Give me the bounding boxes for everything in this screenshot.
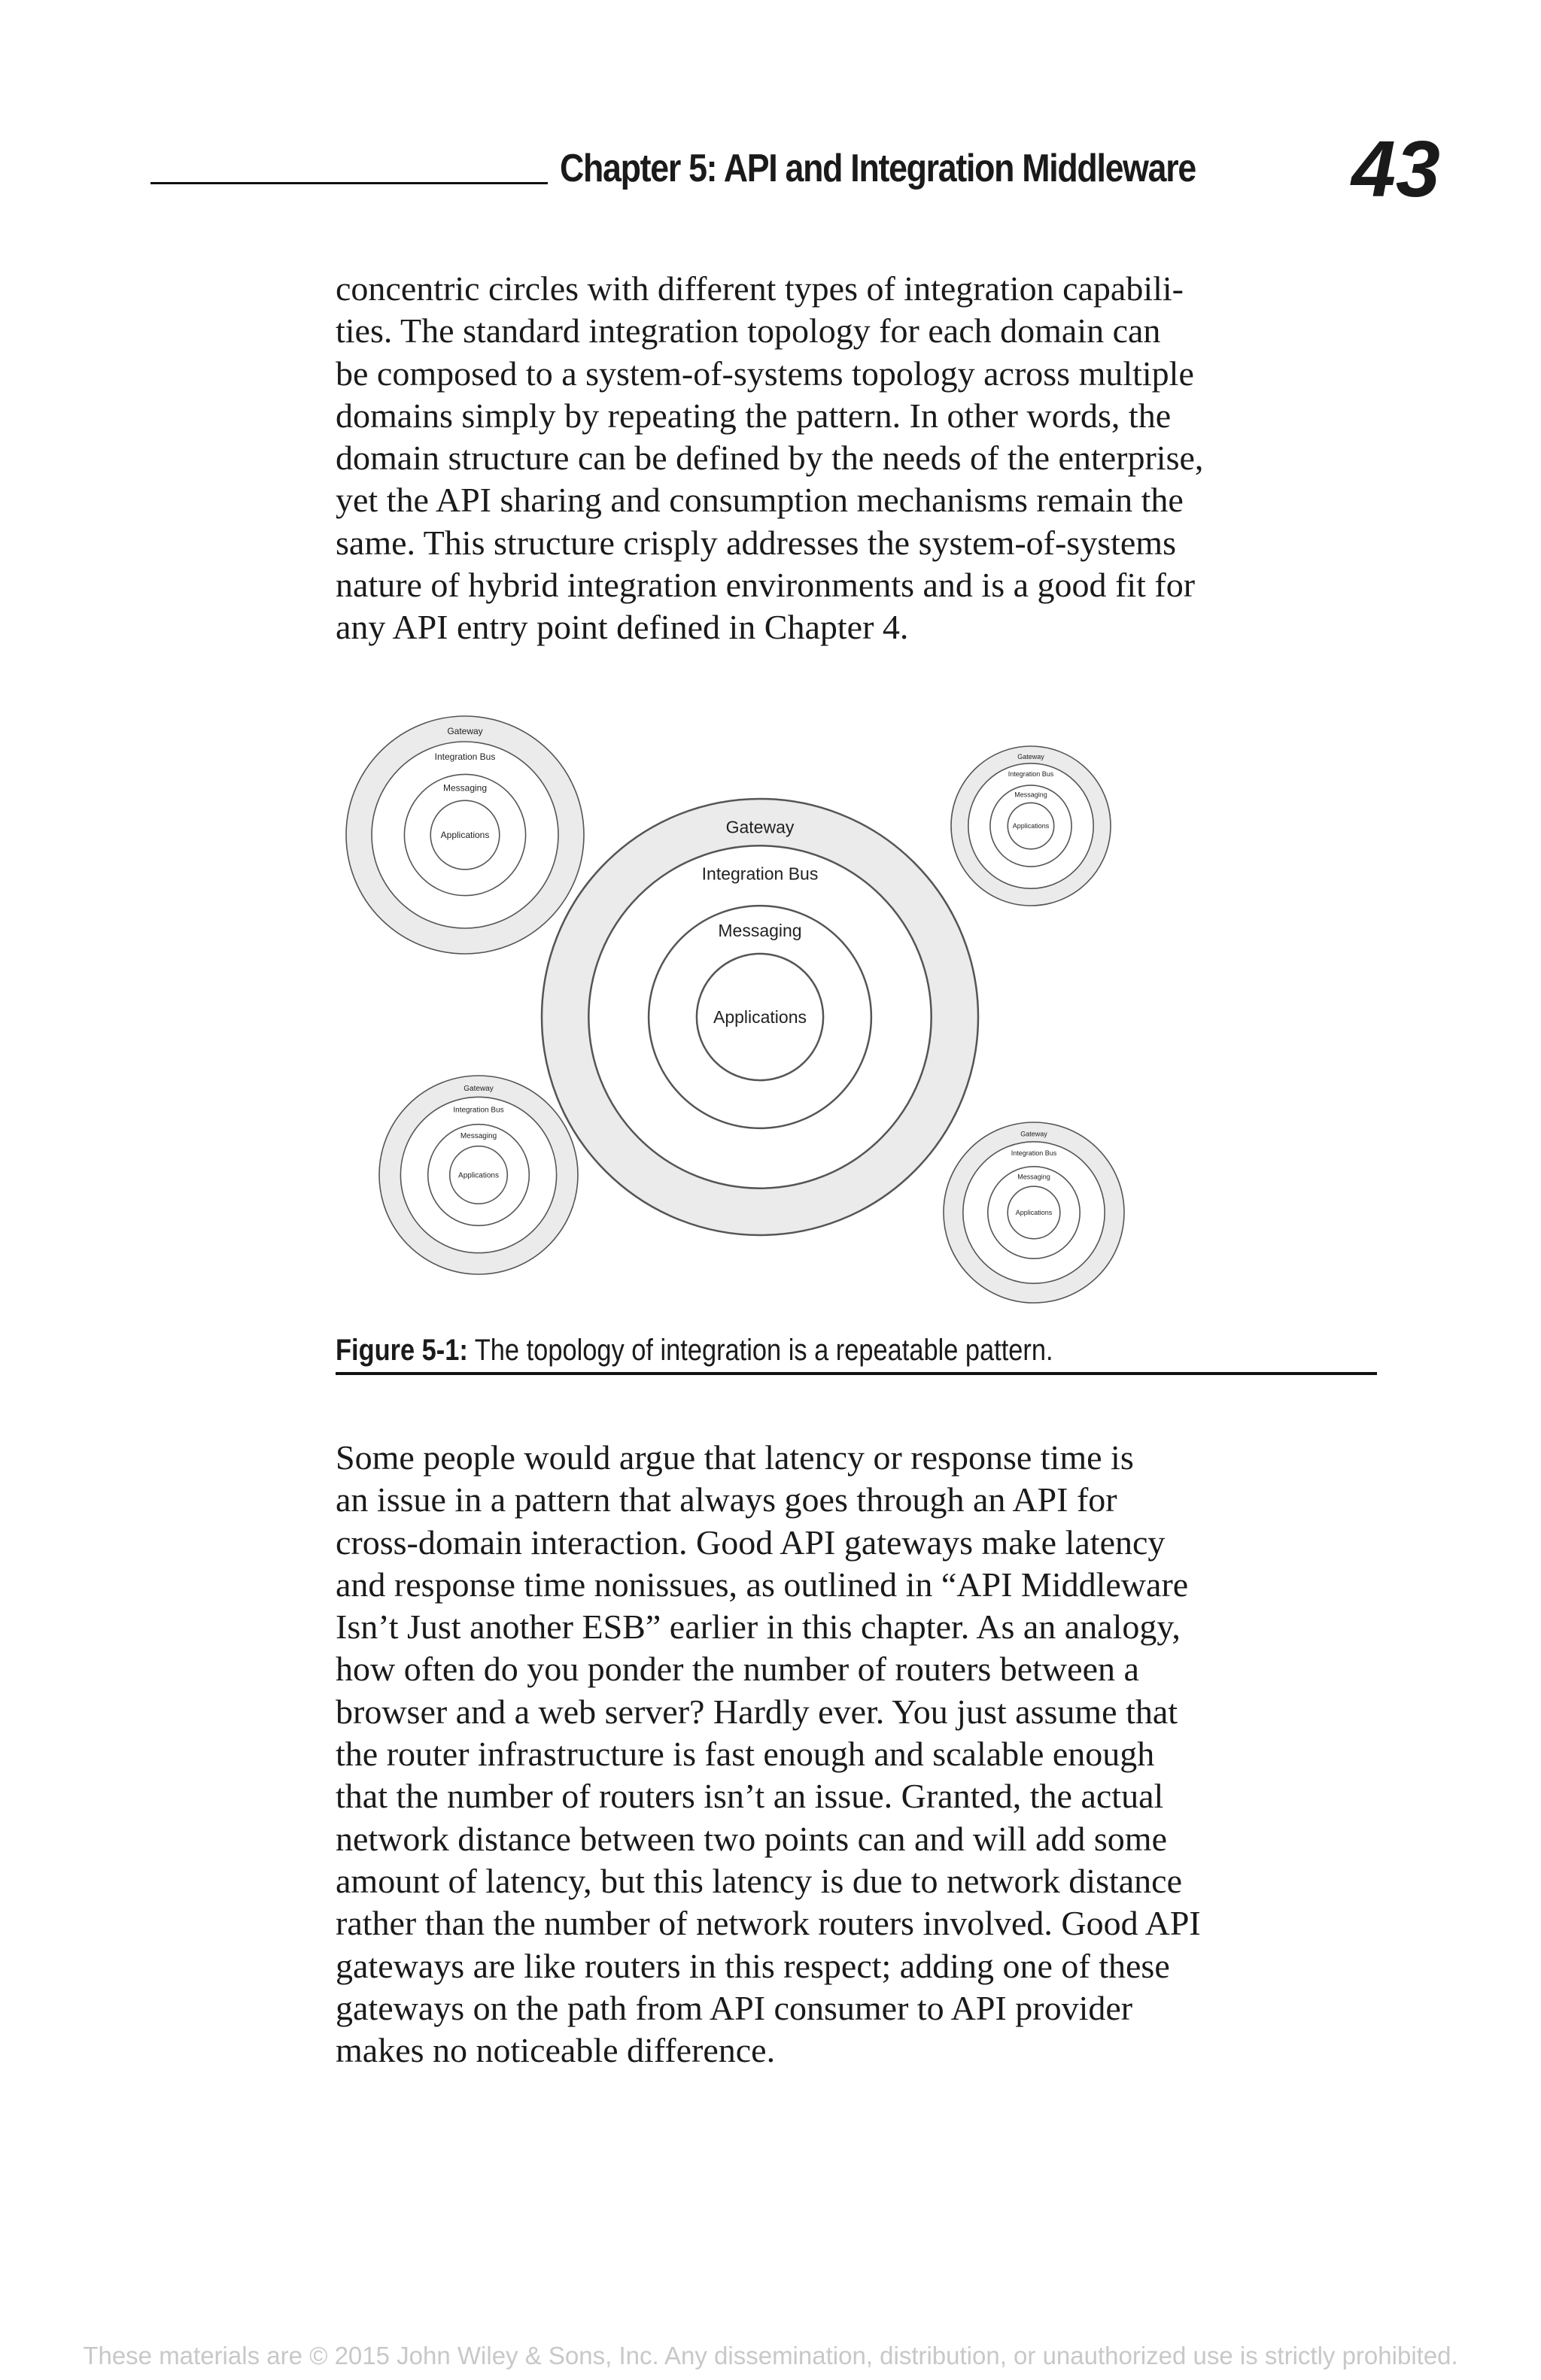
topology-figure	[336, 715, 1163, 1316]
text-line: domains simply by repeating the pattern. In other words, the	[336, 396, 1172, 435]
integration-bus-label: Integration Bus	[453, 1106, 504, 1115]
integration-bus-label: Integration Bus	[1008, 770, 1054, 778]
messaging-label: Messaging	[718, 921, 802, 941]
text-line: the router infrastructure is fast enough and scalable enough	[336, 1735, 1155, 1774]
text-line: amount of latency, but this latency is due to network distance	[336, 1861, 1183, 1900]
text-line: Isn’t Just another ESB” earlier in this chapter. As an analogy,	[336, 1607, 1181, 1647]
text-line: gateways are like routers in this respect; adding one of these	[336, 1946, 1170, 1985]
paragraph-1	[336, 268, 1389, 649]
gateway-label: Gateway	[1020, 1130, 1047, 1138]
messaging-label: Messaging	[442, 782, 488, 794]
topology-cluster-bottom-right	[944, 1122, 1124, 1303]
text-line: browser and a web server? Hardly ever. You just assume that	[336, 1692, 1178, 1731]
gateway-label: Gateway	[725, 817, 795, 837]
text-line: network distance between two points can and will add some	[336, 1819, 1167, 1858]
text-line: how often do you ponder the number of routers between a	[336, 1650, 1139, 1689]
gateway-label: Gateway	[464, 1085, 494, 1094]
chapter-title: Chapter 5: API and Integration Middleware	[560, 147, 1196, 190]
text-line: concentric circles with different types of integration capabili-	[336, 269, 1184, 308]
messaging-label: Messaging	[1017, 1173, 1050, 1181]
messaging-label: Messaging	[1014, 791, 1047, 799]
text-line: be composed to a system-of-systems topology across multiple	[336, 354, 1194, 393]
messaging-label: Messaging	[460, 1131, 497, 1140]
caption-text: The topology of integration is a repeatable pattern.	[467, 1334, 1053, 1367]
text-line: ties. The standard integration topology for each domain can	[336, 311, 1161, 351]
applications-label: Applications	[1012, 822, 1050, 830]
text-line: and response time nonissues, as outlined in “API Middleware	[336, 1565, 1189, 1604]
applications-label: Applications	[713, 1007, 807, 1028]
text-line: same. This structure crisply addresses the system-of-systems	[336, 523, 1176, 562]
text-line: domain structure can be defined by the needs of the enterprise,	[336, 439, 1204, 478]
topology-cluster-central	[542, 799, 978, 1235]
text-line: rather than the number of network routers involved. Good API	[336, 1904, 1201, 1943]
text-line: any API entry point defined in Chapter 4.	[336, 608, 909, 647]
paragraph-2	[336, 1437, 1389, 2072]
caption-label: Figure 5-1:	[336, 1334, 468, 1367]
header-rule	[150, 182, 548, 184]
integration-bus-label: Integration Bus	[1011, 1149, 1057, 1158]
applications-label: Applications	[458, 1171, 499, 1180]
text-line: makes no noticeable difference.	[336, 2031, 776, 2070]
text-line: nature of hybrid integration environments and is a good fit for	[336, 566, 1196, 605]
copyright-footer: These materials are © 2015 John Wiley & Sons, Inc. Any dissemination, distribution, or unauthorized use is strictly prohibited.	[83, 2342, 1458, 2369]
topology-cluster-top-left	[346, 716, 584, 954]
text-line: yet the API sharing and consumption mechanisms remain the	[336, 481, 1184, 520]
integration-bus-label: Integration Bus	[701, 864, 819, 884]
gateway-label: Gateway	[447, 726, 483, 737]
text-line: cross-domain interaction. Good API gateways make latency	[336, 1522, 1166, 1562]
text-line: Some people would argue that latency or response time is	[336, 1438, 1134, 1477]
text-line: gateways on the path from API consumer to API provider	[336, 1988, 1133, 2027]
topology-cluster-bottom-left	[379, 1076, 578, 1274]
applications-label: Applications	[440, 830, 490, 841]
topology-cluster-top-right	[951, 746, 1111, 906]
gateway-label: Gateway	[1017, 753, 1044, 761]
applications-label: Applications	[1015, 1209, 1053, 1217]
text-line: that the number of routers isn’t an issue. Granted, the actual	[336, 1777, 1164, 1816]
page-number: 43	[1351, 125, 1440, 214]
integration-bus-label: Integration Bus	[434, 751, 496, 763]
figure-caption	[336, 1330, 1377, 1375]
text-line: an issue in a pattern that always goes through an API for	[336, 1480, 1117, 1519]
